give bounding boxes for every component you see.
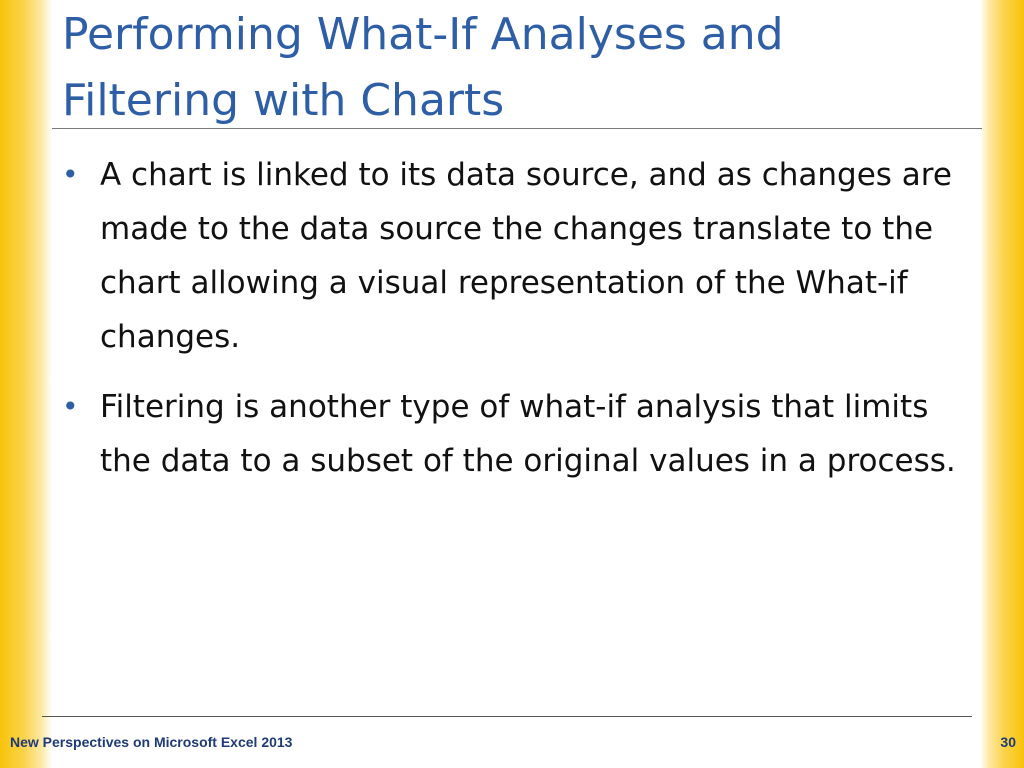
slide-body — [62, 148, 980, 504]
bullet-item — [62, 148, 980, 364]
right-accent-bar — [980, 0, 1024, 768]
bullet-text: A chart is linked to its data source, and as changes are made to the data source the changes translate to the chart allowing a visual representation of the What-if changes. — [100, 157, 952, 355]
bullet-text: Filtering is another type of what-if analysis that limits the data to a subset of the original values in a process. — [100, 389, 956, 479]
bullet-item — [62, 380, 980, 488]
bullet-icon: • — [62, 390, 79, 423]
title-divider — [52, 128, 982, 129]
slide-title: Performing What-If Analyses and Filtering with Charts — [62, 9, 784, 126]
footer-source: New Perspectives on Microsoft Excel 2013 — [10, 734, 293, 750]
footer-divider — [42, 716, 972, 717]
slide-number: 30 — [1000, 734, 1016, 750]
left-accent-bar — [0, 0, 52, 768]
bullet-icon: • — [62, 158, 79, 191]
